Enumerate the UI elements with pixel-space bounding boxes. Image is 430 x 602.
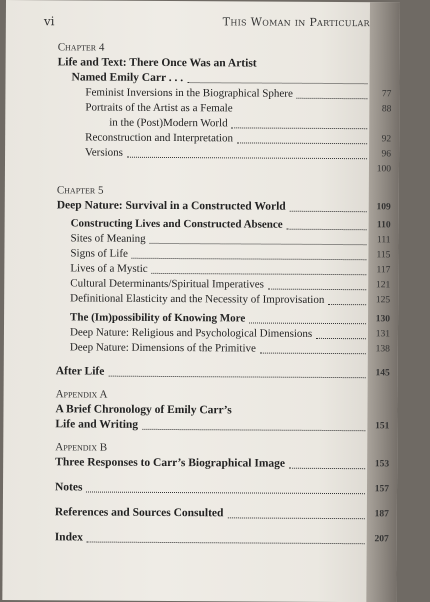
toc-item: Signs of Life 115 [70,247,391,261]
toc-item: Cultural Determinants/Spiritual Imperatives 121 [70,277,391,291]
leader-dots [316,338,366,339]
appendix-a-title-line2: Life and Writing 151 [55,418,390,432]
leader-dots [108,376,365,379]
toc-item: in the (Post)Modern World [57,115,391,132]
leader-dots [260,353,366,355]
toc-item: 100 [376,164,392,175]
leader-dots [152,273,367,275]
toc-item: Lives of a Mystic 117 [70,262,391,276]
chapter-4-label: Chapter 4 [57,41,105,54]
notes-entry: Notes 157 [54,481,390,495]
chapter-4-title-line1: Life and Text: There Once Was an Artist [57,56,257,70]
page-number: vi [43,14,55,29]
leader-dots [232,127,368,129]
leader-dots [237,142,367,144]
toc-item: Deep Nature: Dimensions of the Primitive 138 [69,341,390,355]
table-of-contents [55,40,392,547]
leader-dots [297,98,368,99]
leader-dots [287,229,367,230]
leader-dots [150,243,367,245]
leader-dots [142,429,365,431]
leader-dots [86,492,365,495]
after-life-entry: After Life 145 [55,365,390,379]
references-entry: References and Sources Consulted 187 [54,506,389,520]
toc-item: Portraits of the Artist as a Female 88 [85,101,392,115]
leader-dots [268,289,366,291]
leader-dots [227,517,364,519]
appendix-a-title-line1: A Brief Chronology of Emily Carr’s [55,403,232,417]
toc-subsection: Constructing Lives and Constructed Absence 110 [70,217,391,231]
toc-item: Deep Nature: Religious and Psychological Dimensions 131 [69,326,390,340]
appendix-b-title: Three Responses to Carr’s Biographical Image 153 [55,456,390,470]
toc-subsection: The (Im)possibility of Knowing More 130 [70,311,391,325]
leader-dots [187,82,367,84]
chapter-5-title: Deep Nature: Survival in a Constructed World 109 [56,199,391,213]
leader-dots [127,157,367,159]
appendix-b-label: Appendix B [55,441,108,454]
toc-item: Feminist Inversions in the Biographical Sphere 77 [85,86,392,100]
toc-item: Definitional Elasticity and the Necessity of Improvisation 125 [70,292,391,306]
leader-dots [87,542,365,545]
toc-item: Versions 96 [85,146,392,160]
chapter-5-label: Chapter 5 [56,184,104,197]
leader-dots [249,322,366,324]
book-page [2,0,400,602]
page-header [44,14,370,32]
toc-item: Sites of Meaning 111 [70,232,391,246]
index-entry: Index 207 [54,531,389,545]
leader-dots [132,258,367,260]
running-title: This Woman in Particular [222,15,370,30]
leader-dots [289,468,365,469]
toc-item: Reconstruction and Interpretation 92 [85,131,392,145]
leader-dots [290,211,367,212]
chapter-4-title-line2: Named Emily Carr . . . [57,70,391,87]
leader-dots [328,304,366,305]
appendix-a-label: Appendix A [55,388,108,401]
